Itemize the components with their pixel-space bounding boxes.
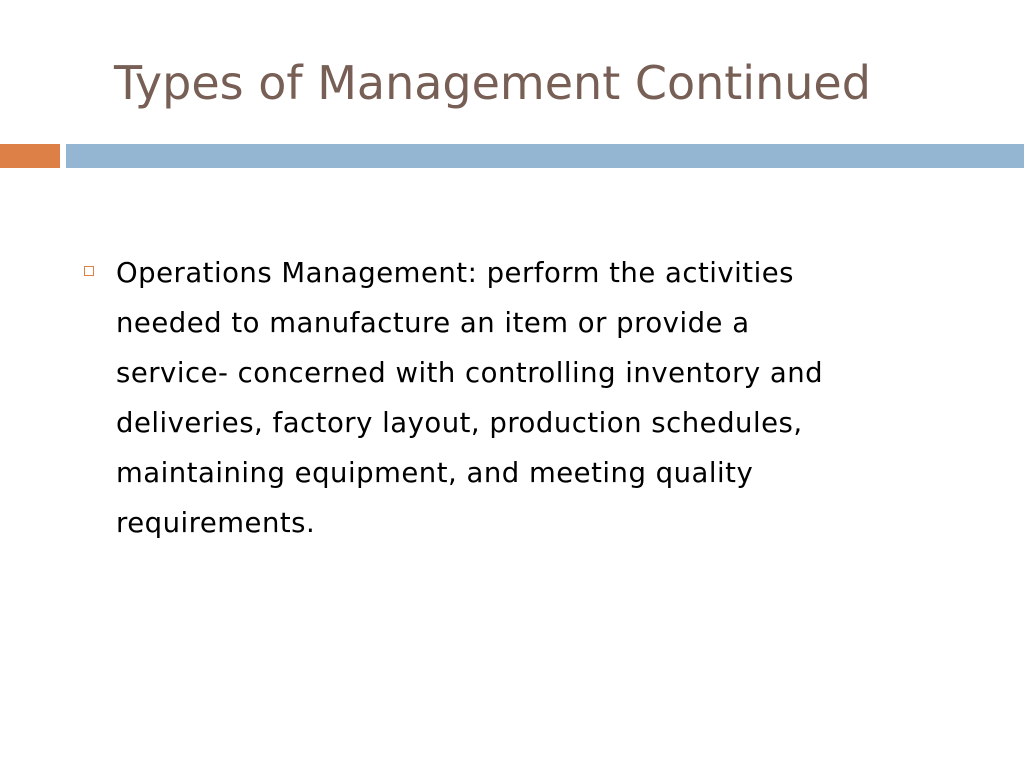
bullet-item [80,248,930,548]
title-divider-bar [66,144,1024,168]
slide-content [80,248,930,548]
title-accent-bar [0,144,60,168]
hollow-square-bullet-icon [84,266,94,276]
slide-title: Types of Management Continued [114,56,871,110]
bullet-text: Operations Management: perform the activities needed to manufacture an item or provide a service- concerned with controlling inventory and deliveries, factory layout, production schedules, maintaining equipment, and meeting quality requirements. [116,257,824,539]
